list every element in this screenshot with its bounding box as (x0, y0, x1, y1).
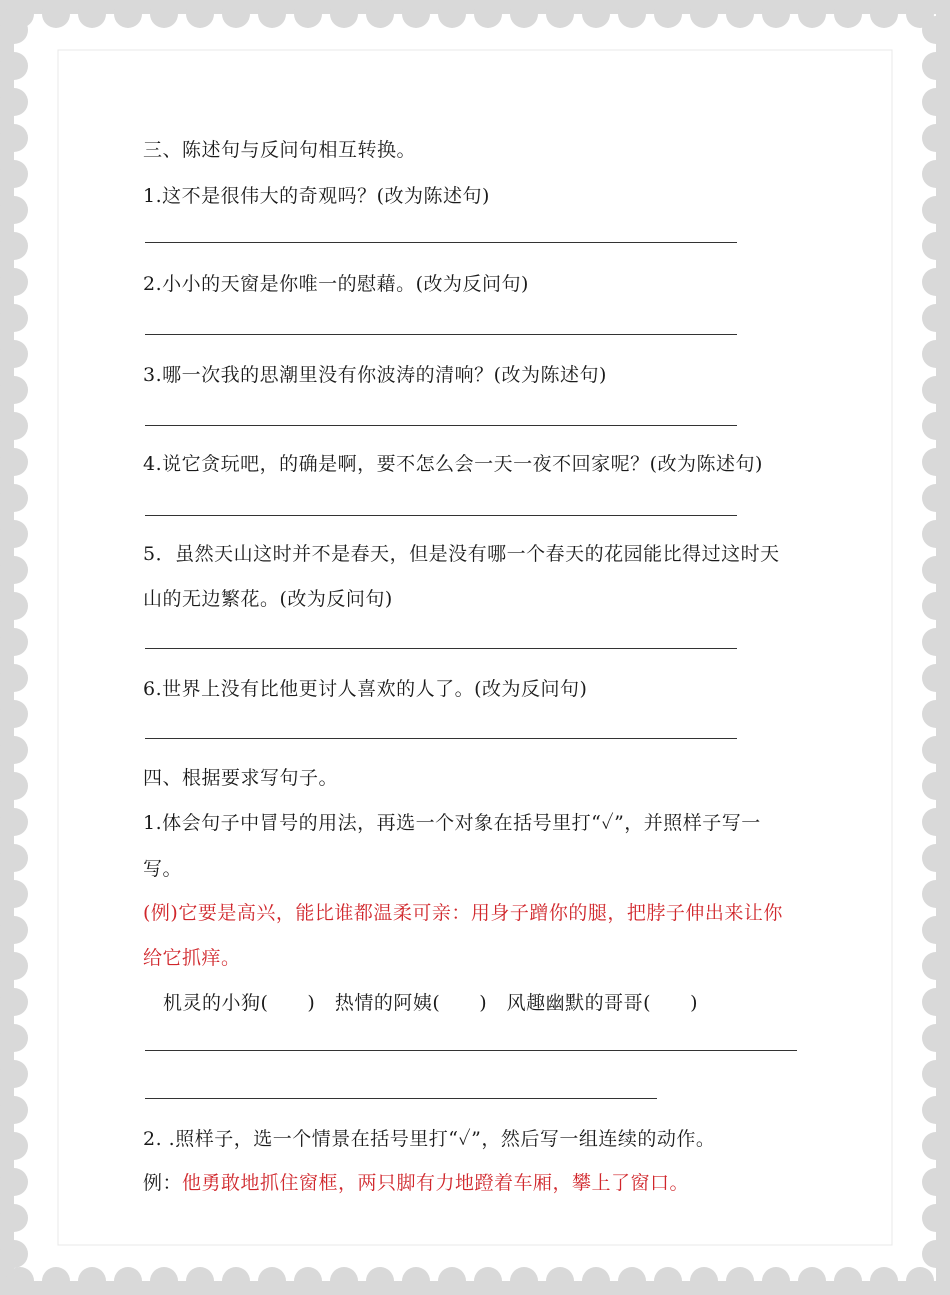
example-4-1-line-1: (例)它要是高兴，能比谁都温柔可亲：用身子蹭你的腿，把脖子伸出来让你 (143, 902, 783, 924)
question-3-5-line-2: 山的无边繁花。(改为反问句) (143, 588, 393, 610)
section-3-heading: 三、陈述句与反问句相互转换。 (143, 139, 417, 161)
answer-line-3-4[interactable] (145, 515, 737, 516)
example-4-2-text: 他勇敢地抓住窗框，两只脚有力地蹬着车厢，攀上了窗口。 (182, 1172, 690, 1194)
question-3-1: 1.这不是很伟大的奇观吗？(改为陈述句) (143, 185, 490, 207)
answer-line-4-1-a[interactable] (145, 1050, 797, 1051)
section-4-heading: 四、根据要求写句子。 (143, 767, 339, 789)
question-4-1-line-1: 1.体会句子中冒号的用法，再选一个对象在括号里打“✓”，并照样子写一 (143, 812, 761, 834)
answer-line-3-5[interactable] (145, 648, 737, 649)
example-4-1-line-2: 给它抓痒。 (143, 947, 241, 969)
question-4-2: 2. .照样子，选一个情景在括号里打“✓”，然后写一组连续的动作。 (143, 1128, 716, 1150)
example-4-2-label: 例： (143, 1172, 183, 1194)
question-3-5-line-1: 5．虽然天山这时并不是春天，但是没有哪一个春天的花园能比得过这时天 (143, 543, 780, 565)
question-3-4: 4.说它贪玩吧，的确是啊，要不怎么会一天一夜不回家呢？(改为陈述句) (143, 453, 763, 475)
choice-options[interactable]: 机灵的小狗( ) 热情的阿姨( ) 风趣幽默的哥哥( ) (163, 992, 698, 1014)
answer-line-3-6[interactable] (145, 738, 737, 739)
question-4-1-line-2: 写。 (143, 858, 183, 880)
question-3-2: 2.小小的天窗是你唯一的慰藉。(改为反问句) (143, 273, 529, 295)
question-3-6: 6.世界上没有比他更讨人喜欢的人了。(改为反问句) (143, 678, 588, 700)
answer-line-3-1[interactable] (145, 242, 737, 243)
answer-line-3-2[interactable] (145, 334, 737, 335)
answer-line-3-3[interactable] (145, 425, 737, 426)
question-3-3: 3.哪一次我的思潮里没有你波涛的清响？(改为陈述句) (143, 364, 607, 386)
answer-line-4-1-b[interactable] (145, 1098, 657, 1099)
example-4-2 (143, 1170, 689, 1196)
